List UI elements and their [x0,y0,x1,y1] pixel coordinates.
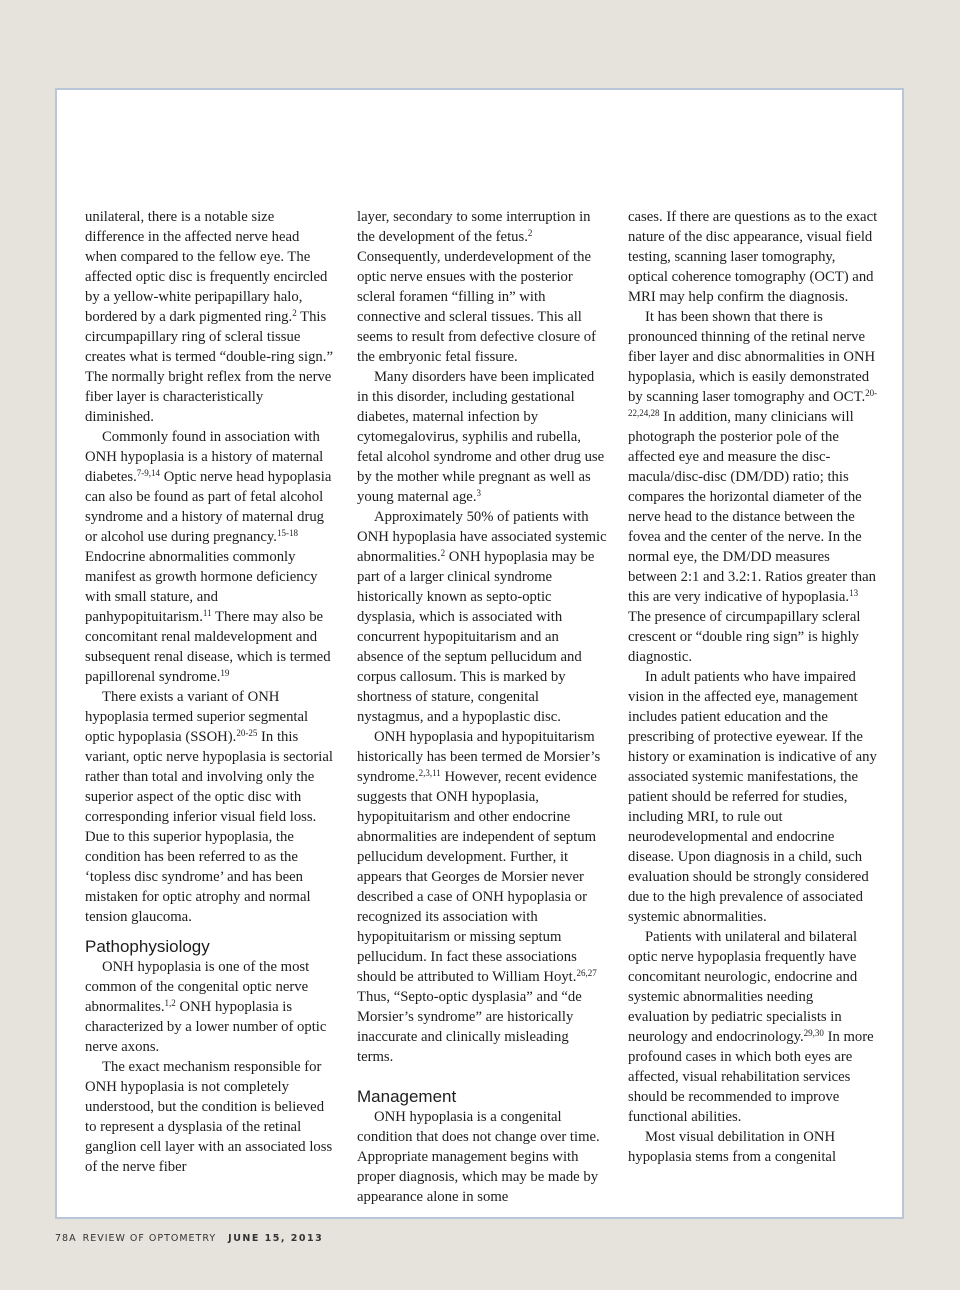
page-number: 78A [55,1233,77,1244]
section-heading: Management [357,1087,457,1106]
paragraph: ONH hypoplasia and hypopituitarism historically has been termed de Morsier’s syndrome.$^{2,3,11}$ However, recent evidence suggests that ONH hypoplasia, hypopituitarism and other endocrine abnormalities are independent of septum pellucidum development. Further, it appears that Georges de Morsier never described a case of ONH hypoplasia or recognized its association with hypopituitarism or missing septum pellucidum. In fact these associations should be attributed to William Hoyt.$^{26,27}$ Thus, “Septo-optic dysplasia” and “de Morsier’s syndrome” are historically inaccurate and clinically misleading terms. [357,729,601,1065]
column-1 [85,207,333,1177]
reference: 29,30 [803,1028,824,1038]
reference: 20-22,24,28 [628,388,878,418]
paragraph: There exists a variant of ONH hypoplasia termed superior segmental optic hypoplasia (SSOH).$^{20-25}$ In this variant, optic nerve hypoplasia is sectorial rather than total and involving only the superior aspect of the optic disc with corresponding inferior visual field loss. Due to this superior hypoplasia, the condition has been referred to as the ‘topless disc syndrome’ and has been mistaken for optic atrophy and normal tension glaucoma. [85,689,333,925]
paragraph: unilateral, there is a notable size difference in the affected nerve head when compared to the fellow eye. The affected optic disc is frequently encircled by a yellow-white peripapillary halo, bordered by a dark pigmented ring.$^2$ This circumpapillary ring of scleral tissue creates what is termed “double-ring sign.” The normally bright reflex from the nerve fiber layer is characteristically diminished. [85,209,333,425]
reference: 2 [440,548,446,558]
page [55,88,904,1219]
column-2 [357,207,607,1207]
reference: 1,2 [164,998,176,1008]
paragraph: Commonly found in association with ONH hypoplasia is a history of maternal diabetes.$^{7-9,14}$ Optic nerve head hypoplasia can also be found as part of fetal alcohol syndrome and a history of maternal drug or alcohol use during pregnancy.$^{15-18}$ Endocrine abnormalities commonly manifest as growth hormone deficiency with small stature, and panhypopituitarism.$^{11}$ There may also be concomitant renal maldevelopment and subsequent renal disease, which is termed papillorenal syndrome.$^{19}$ [85,429,332,685]
reference: 20-25 [236,728,258,738]
paragraph: Most visual debilitation in ONH hypoplasia stems from a congenital [628,1129,837,1165]
reference: 19 [220,668,230,678]
section-heading: Pathophysiology [85,937,210,956]
issue-date: JUNE 15, 2013 [228,1233,324,1244]
page-footer [55,1233,323,1244]
reference: 26,27 [576,968,597,978]
reference: 7-9,14 [136,468,161,478]
reference: 13 [849,588,859,598]
paragraph: Approximately 50% of patients with ONH hypoplasia have associated systemic abnormalities.$^2$ ONH hypoplasia may be part of a larger clinical syndrome historically known as septo-optic dysplasia, which is associated with concurrent hypopituitarism and an absence of the septum pellucidum and corpus callosum. This is marked by shortness of stature, congenital nystagmus, and a hypoplastic disc. [357,509,607,725]
paragraph: cases. If there are questions as to the exact nature of the disc appearance, visual field testing, scanning laser tomography, optical coherence tomography (OCT) and MRI may help confirm the diagnosis. [628,209,878,305]
paragraph: layer, secondary to some interruption in the development of the fetus.$^2$ Consequently, underdevelopment of the optic nerve ensues with the posterior scleral foramen “filling in” with connective and scleral tissues. This all seems to result from defective closure of the embryonic fetal fissure. [357,209,596,365]
paragraph: ONH hypoplasia is one of the most common of the congenital optic nerve abnormalites.$^{1,2}$ ONH hypoplasia is characterized by a lower number of optic nerve axons. [85,959,327,1055]
paragraph: ONH hypoplasia is a congenital condition that does not change over time. Appropriate management begins with proper diagnosis, which may be made by appearance alone in some [357,1109,600,1205]
paragraph: It has been shown that there is pronounced thinning of the retinal nerve fiber layer and disc abnormalities in ONH hypoplasia, which is easily demonstrated by scanning laser tomography and OCT.$^{20-22,24,28}$ In addition, many clinicians will photograph the posterior pole of the affected eye and measure the disc-macula/disc-disc (DM/DD) ratio; this compares the horizontal diameter of the nerve head to the distance between the fovea and the center of the nerve. In the normal eye, the DM/DD measures between 2:1 and 3.2:1. Ratios greater than this are very indicative of hypoplasia.$^{13}$ The presence of circumpapillary scleral crescent or “double ring sign” is highly diagnostic. [628,309,878,665]
publication-name: REVIEW OF OPTOMETRY [82,1233,217,1244]
reference: 3 [476,488,481,498]
reference: 2,3,11 [418,768,441,778]
paragraph: Patients with unilateral and bilateral optic nerve hypoplasia frequently have concomitant neurologic, endocrine and systemic abnormalities needing evaluation by pediatric specialists in neurology and endocrinology.$^{29,30}$ In more profound cases in which both eyes are affected, visual rehabilitation services should be recommended to improve functional abilities. [628,929,874,1125]
paragraph: Many disorders have been implicated in this disorder, including gestational diabetes, maternal infection by cytomegalovirus, syphilis and rubella, fetal alcohol syndrome and other drug use by the mother while pregnant as well as young maternal age.$^3$ [357,369,605,505]
reference: 2 [527,228,533,238]
column-3 [628,207,878,1167]
paragraph: The exact mechanism responsible for ONH hypoplasia is not completely understood, but the condition is believed to represent a dysplasia of the retinal ganglion cell layer with an associated loss of the nerve fiber [85,1059,333,1175]
paragraph: In adult patients who have impaired vision in the affected eye, management includes patient education and the prescribing of protective eyewear. If the history or examination is indicative of any associated systemic manifestations, the patient should be referred for studies, including MRI, to rule out neurodevelopmental and endocrine disease. Upon diagnosis in a child, such evaluation should be strongly considered due to the high prevalence of associated systemic abnormalities. [628,669,877,925]
reference: 11 [202,608,212,618]
reference: 2 [292,308,297,318]
reference: 15-18 [276,528,298,538]
